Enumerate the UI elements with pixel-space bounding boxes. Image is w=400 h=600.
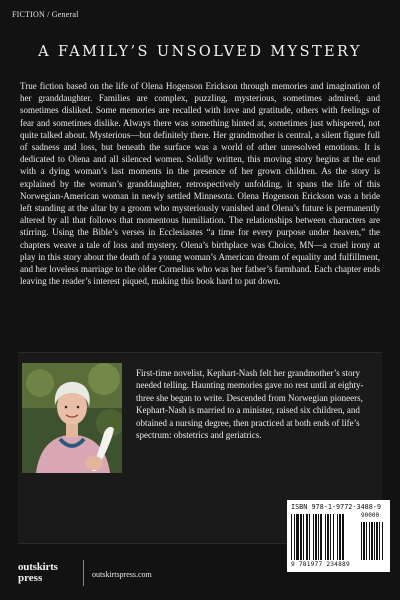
publisher-logo-bottom: press xyxy=(18,572,43,584)
ean-digits: 9 781977 234889 xyxy=(291,561,350,568)
logo-divider xyxy=(83,560,84,586)
publisher-url: outskirtspress.com xyxy=(92,570,152,579)
genre-label: FICTION / General xyxy=(12,10,79,19)
publisher-logo-top: outskirts xyxy=(18,561,58,573)
author-bio: First-time novelist, Kephart-Nash felt her grandmother’s story needed telling. Haunting memories gave no rest until at eighty-three she began to write. Descended from Norwegian pioneers, Kephart-Nash is married to a minister, raised six children, and obtained a nursing degree, then practiced at both ends of life’s spectrum: obstetrics and geriatrics. xyxy=(136,368,364,441)
barcode-bars xyxy=(291,514,387,562)
price-code: 90000 xyxy=(361,512,380,519)
author-photo xyxy=(22,363,122,473)
back-cover-headline: A FAMILY’S UNSOLVED MYSTERY xyxy=(38,44,362,60)
book-description: True fiction based on the life of Olena Hogenson Erickson through memories and imagination of her granddaughter. Families are complex, puzzling, mysterious, sometimes admired, and sometimes disliked. Some memories are recalled with love and gratitude, others with feelings of fear and sometimes dislike. Always there was something hinted at, sometimes just whispered, not quite talked about. Mysterious—but definitely there. Her grandmother is central, a silent figure full of sadness and loss, but beneath the surface was a world of other unresolved emotions. It is dedicated to Olena and all silenced women. Solidly written, this moving story begins at the end with a dying woman’s last moments in the presence of her grown children. As the story is explained by the woman’s granddaughter, retrospectively unfolding, it spans the life of this Norwegian-American woman in newly settled Minnesota. Olena Hogenson Erickson was a bride left standing at the altar by a groom who mysteriously vanished and Olena’s future is permanently altered by all that follows that momentous humiliation. The relationships between characters are stirring. Using the Bible’s verses in Ecclesiastes “a time for every purpose under heaven,” the chapters weave a tale of loss and mystery. Olena’s birthplace was Choice, MN—a cruel irony at play in this story about the death of a young woman’s American dream of equality and fulfillment, and her loveless marriage to the older Cornelius who was her father’s farmhand. Each chapter ends leaving the reader’s interest piqued, making this book hard to put down. xyxy=(20,81,380,287)
author-photo-image xyxy=(22,363,122,473)
isbn-barcode xyxy=(287,500,390,572)
isbn-text: ISBN 978-1-9772-3488-9 xyxy=(291,503,382,511)
publisher-logo xyxy=(18,562,88,584)
